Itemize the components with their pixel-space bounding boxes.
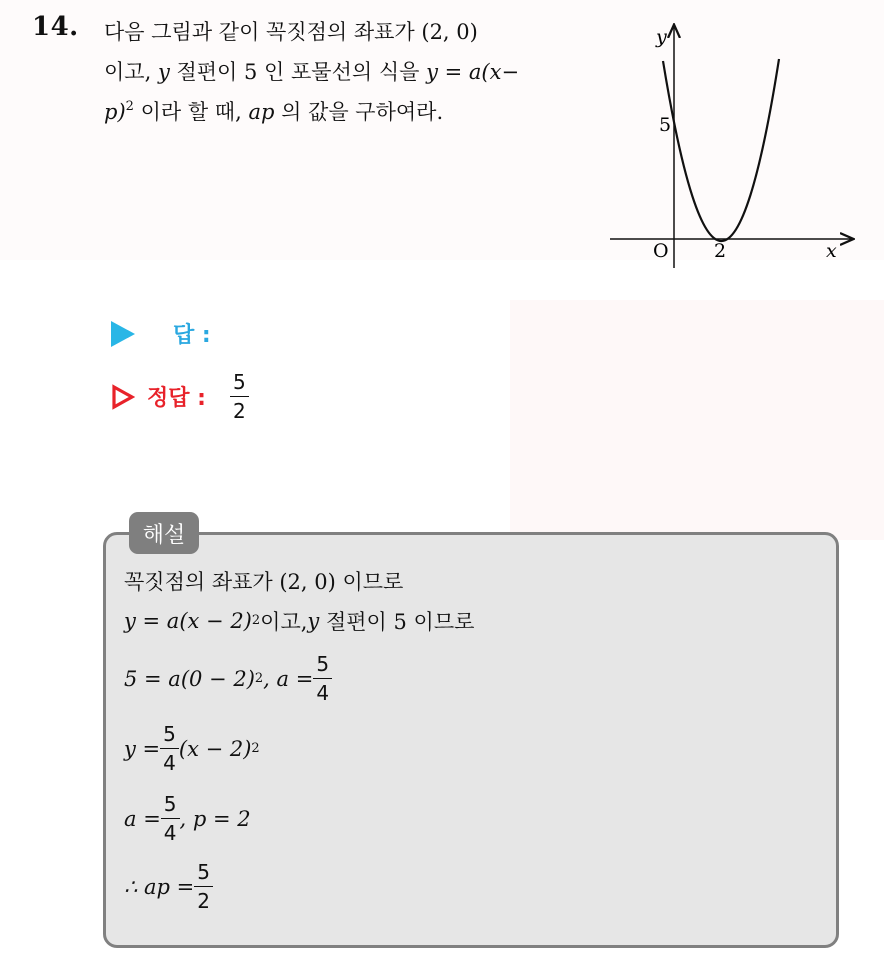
solution-line-4: y = $\frac{5}{4}$ (x − 2) 2 bbox=[124, 722, 260, 775]
answer-label: 답 : bbox=[173, 323, 211, 348]
solution-tab: 해설 bbox=[129, 512, 199, 554]
parabola-curve bbox=[663, 59, 779, 241]
question-text bbox=[104, 12, 594, 132]
play-triangle-icon bbox=[111, 321, 135, 347]
x-axis-label: x bbox=[826, 240, 837, 262]
x-tick-label: 2 bbox=[714, 240, 727, 262]
background-tint bbox=[510, 300, 884, 540]
question-line-3: p)$^2$ 이라 할 때, ap 의 값을 구하여라. bbox=[104, 99, 444, 124]
correct-answer-value: $\frac{5}{2}$ bbox=[230, 370, 249, 423]
question-number: 14. bbox=[32, 12, 79, 42]
solution-line-6: ∴ ap = $\frac{5}{2}$ bbox=[124, 860, 213, 913]
solution-line-1: 꼭짓점의 좌표가 (2, 0) 이므로 bbox=[124, 570, 404, 594]
outline-triangle-icon bbox=[111, 384, 135, 410]
correct-answer-label: 정답 : bbox=[147, 386, 206, 411]
parabola-graph bbox=[600, 20, 860, 270]
correct-answer-row bbox=[111, 370, 249, 423]
answer-row bbox=[111, 318, 211, 349]
y-axis-label: y bbox=[656, 26, 667, 48]
origin-label: O bbox=[653, 240, 669, 262]
solution-line-2: y = a(x − 2) 2 이고, y 절편이 5 이므로 bbox=[124, 609, 475, 634]
question-line-2: 이고, y 절편이 5 인 포물선의 식을 y = a(x− bbox=[104, 60, 520, 84]
solution-line-5: a = $\frac{5}{4}$ , p = 2 bbox=[124, 792, 251, 845]
y-tick-label: 5 bbox=[659, 114, 672, 136]
solution-line-3: 5 = a(0 − 2) 2 , a = $\frac{5}{4}$ bbox=[124, 652, 332, 705]
question-line-1: 다음 그림과 같이 꼭짓점의 좌표가 (2, 0) bbox=[104, 20, 478, 44]
